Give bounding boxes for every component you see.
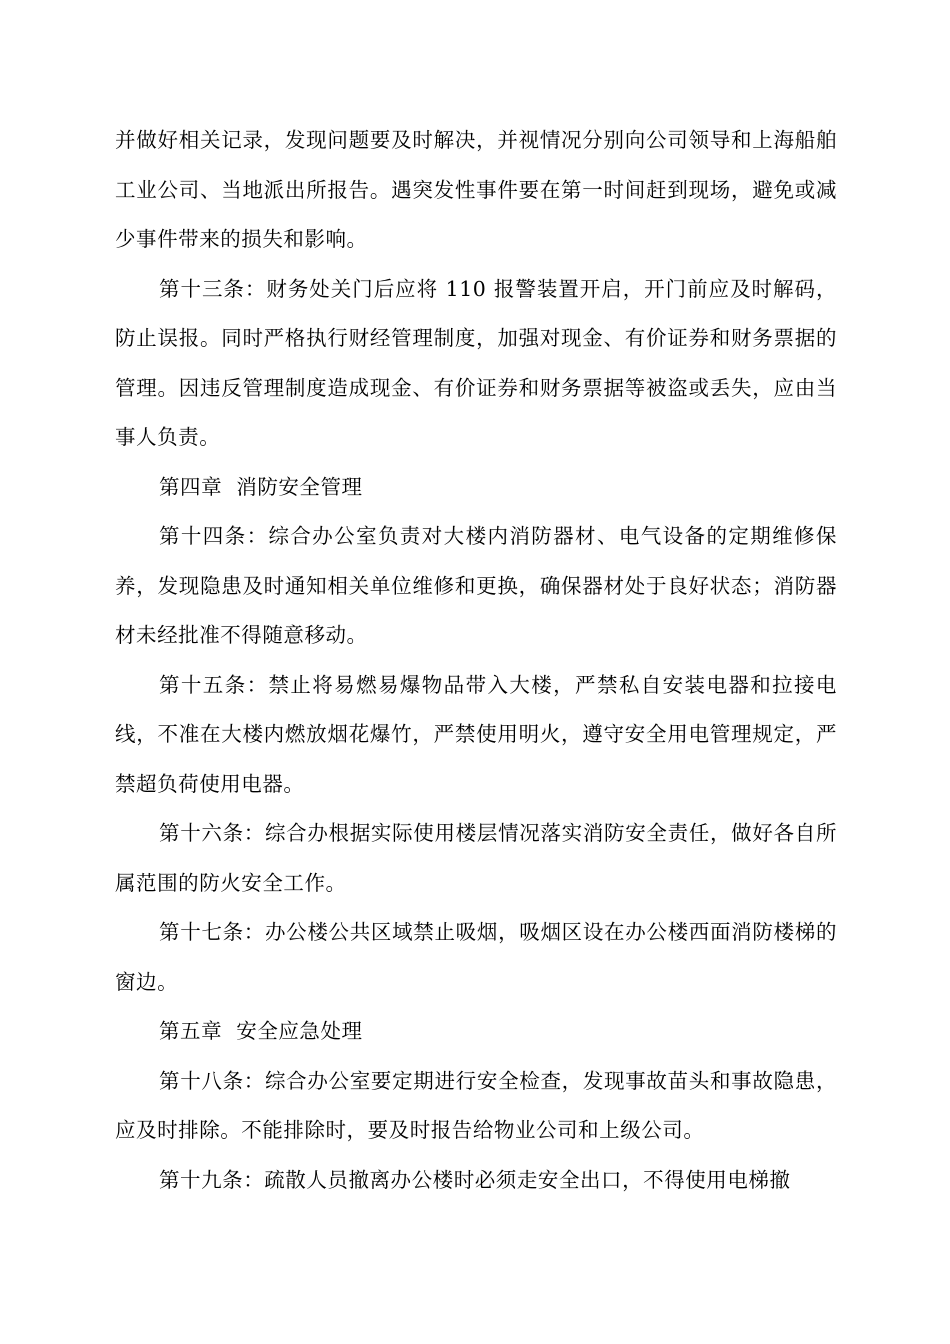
article-14: 第十四条：综合办公室负责对大楼内消防器材、电气设备的定期维修保养，发现隐患及时通知相关单位维修和更换，确保器材处于良好状态；消防器材未经批准不得随意移动。 <box>115 524 837 647</box>
paragraph-continuation: 并做好相关记录，发现问题要及时解决，并视情况分别向公司领导和上海船舶工业公司、当地派出所报告。遇突发性事件要在第一时间赶到现场，避免或减少事件带来的损失和影响。 <box>115 128 837 251</box>
document-page <box>115 116 837 1205</box>
article-13: 第十三条：财务处关门后应将 110 报警装置开启，开门前应及时解码，防止误报。同时严格执行财经管理制度，加强对现金、有价证券和财务票据的管理。因违反管理制度造成现金、有价证券和财务票据等被盗或丢失，应由当事人负责。 <box>115 276 837 449</box>
article-17: 第十七条：办公楼公共区域禁止吸烟，吸烟区设在办公楼西面消防楼梯的窗边。 <box>115 920 837 994</box>
article-18: 第十八条：综合办公室要定期进行安全检查，发现事故苗头和事故隐患，应及时排除。不能排除时，要及时报告给物业公司和上级公司。 <box>115 1068 837 1142</box>
chapter-4-heading: 第四章 消防安全管理 <box>159 474 363 499</box>
article-16: 第十六条：综合办根据实际使用楼层情况落实消防安全责任，做好各自所属范围的防火安全工作。 <box>115 821 837 895</box>
article-15: 第十五条：禁止将易燃易爆物品带入大楼，严禁私自安装电器和拉接电线，不准在大楼内燃放烟花爆竹，严禁使用明火，遵守安全用电管理规定，严禁超负荷使用电器。 <box>115 672 837 796</box>
article-19: 第十九条：疏散人员撤离办公楼时必须走安全出口，不得使用电梯撤 <box>159 1167 791 1192</box>
chapter-5-heading: 第五章 安全应急处理 <box>159 1019 363 1043</box>
